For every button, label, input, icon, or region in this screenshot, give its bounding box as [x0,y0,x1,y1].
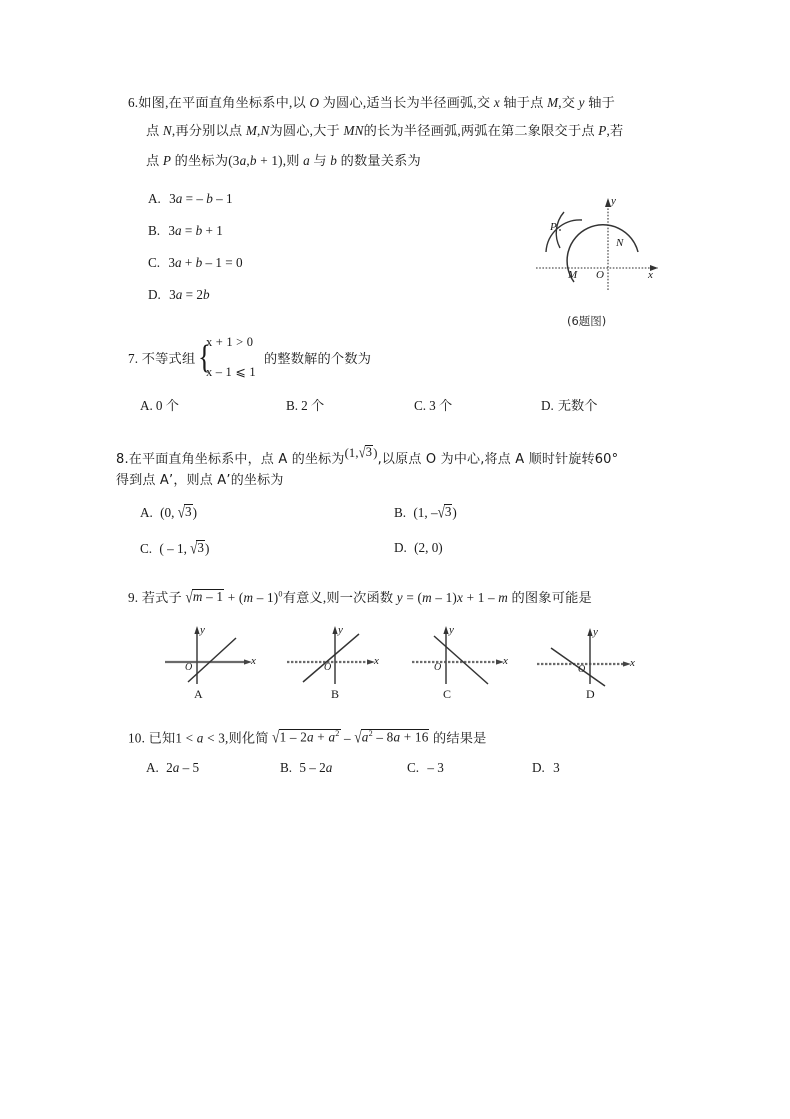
q10-opt-d-text: 3 [553,760,560,775]
q10-opt-c-text: – 3 [427,760,444,775]
graph-d-origin-label: O [578,664,586,675]
q7-opt-b-text: 2 个 [301,398,325,413]
question-8-option-a[interactable]: A. (0, √3) [140,502,197,522]
graph-a-y-label: y [200,624,205,636]
q9-sqrt-m-minus-1: √m – 1 [185,587,224,607]
question-10-option-a[interactable]: A. 2a – 5 [146,760,200,775]
graph-d-option-label: D [586,687,595,701]
graph-d-y-arrow [587,628,592,636]
point-p-marker [559,229,561,231]
q7-opt-d-label: D. [541,398,554,413]
q8-l1-part2: ,以原点 O 为中心,将点 A 顺时针旋转60° [377,452,619,467]
q10-opt-d-label: D. [532,760,545,775]
question-9-graph-a [160,620,270,701]
q8-opt-a-label: A. [140,505,153,520]
q7-opt-a-text: 0 个 [155,398,179,413]
question-9-graph-b [283,620,393,701]
q10-opt-b-label: B. [280,760,293,775]
graph-a-option-label: A [194,687,203,701]
q6-opt-b-label: B. [148,223,161,238]
question-9-graph-d [533,620,648,701]
question-6-stem-line-2: 点 N,再分别以点 M,N为圆心,大于 MN的长为半径画弧,两弧在第二象限交于点 P,若 [146,123,624,138]
question-8-stem-line-2: 得到点 A’，则点 A’的坐标为 [116,473,284,488]
question-8-option-c[interactable]: C. ( – 1, √3) [140,538,210,558]
graph-b-y-label: y [338,624,343,636]
question-6-option-a[interactable]: A. 3a = – b – 1 [148,191,233,206]
question-7-inequality-1: x + 1 > 0 [206,335,254,349]
q7-opt-c-label: C. [414,398,427,413]
q6-construction-svg [530,190,670,302]
graph-a-origin-label: O [185,662,193,673]
question-7-inequality-2: x – 1 ⩽ 1 [206,365,256,379]
q6-l2-part4: 的长为半径画弧,两弧在第二象限交于点 [363,123,595,138]
q6-l2-part3: 为圆心,大于 [269,123,340,138]
q8-opt-c-label: C. [140,541,153,556]
graph-c-line [434,636,488,684]
question-8-option-b[interactable]: B. (1, –√3) [394,502,457,522]
q9-exponent: 0 [278,589,283,599]
question-7-option-b[interactable] [286,399,324,412]
q7-opt-d-text: 无数个 [557,398,598,413]
q6-l3-part1: 点 [146,153,160,168]
q6-l3-part3: + 1),则 [260,153,300,168]
question-10-option-b[interactable]: B. 5 – 2a [280,760,333,775]
q6-point-n-label: N [616,237,624,249]
question-6-stem-line-3: 点 P 的坐标为(3a,b + 1),则 a 与 b 的数量关系为 [146,153,421,168]
q9-stem-part2: + (m – 1)$^0$ [227,589,283,605]
q6-point-m-label: M [568,269,578,281]
question-6-figure [530,190,670,302]
q10-opt-a-label: A. [146,760,159,775]
q8-opt-d-label: D. [394,540,407,555]
q10-opt-c-label: C. [407,760,420,775]
q6-l2-part5: ,若 [606,123,624,138]
q6-x-axis-label: x [648,269,653,281]
q10-stem-part2: 的结果是 [432,730,487,746]
graph-c-y-arrow [443,626,448,634]
question-9-graph-c [408,620,523,701]
graph-d-x-label: x [630,657,635,669]
q6-y-axis-label: y [611,195,616,207]
graph-b-origin-label: O [324,662,332,673]
q8-coordinate-superscript [344,443,378,462]
q6-opt-d-label: D. [148,287,161,302]
q6-l2-part2: ,再分别以点 [171,123,243,138]
graph-b-option-label: B [331,687,340,701]
question-6-option-c[interactable]: C. 3a + b – 1 = 0 [148,255,243,270]
q6-l3-part2: 的坐标为(3 [174,153,240,168]
question-10-stem [128,727,487,747]
q6-l1-part5: 轴于 [588,95,615,110]
question-9-stem [128,587,592,607]
q6-l1-part2: 为圆心,适当长为半径画弧,交 [322,95,491,110]
question-6-figure-caption: (6题图) [567,314,607,328]
question-6-option-d[interactable]: D. 3a = 2b [148,287,210,302]
graph-c-y-label: y [449,624,454,636]
q10-sqrt-1: $√1 - 2a + a^2$ [272,727,340,747]
question-8-stem-line-1 [116,443,619,467]
q10-stem-part1: 10. 已知1 < a < 3,则化简 [128,730,269,746]
graph-b-x-label: x [374,655,379,667]
q6-l1-part4: ,交 [558,95,576,110]
question-7-stem-prefix: 7. 不等式组 [128,351,196,366]
graph-a-line [188,638,236,682]
question-7-system-brace: { [198,339,212,376]
q6-point-p-label: P [550,221,557,233]
q9-function-expr: y = (m – 1)x + 1 – m [396,590,509,605]
question-8-option-d[interactable]: D. (2, 0) [394,540,443,555]
graph-a-y-arrow [194,626,199,634]
q8-opt-b-label: B. [394,505,407,520]
graph-c-x-label: x [503,655,508,667]
q8-coord-close: ) [373,446,378,460]
question-10-option-d[interactable] [532,761,560,774]
q7-opt-b-label: B. [286,398,299,413]
q8-coord-open: (1, [344,446,359,460]
graph-c-origin-label: O [434,662,442,673]
q6-l1-part1: 6.如图,在平面直角坐标系中,以 [128,95,306,110]
q10-sqrt-2: $√a^2 - 8a + 16$ [354,727,429,747]
q6-l3-part4: 与 [313,153,327,168]
q6-opt-a-label: A. [148,191,161,206]
question-7-option-a[interactable] [140,399,179,412]
q9-graph-d-svg [533,620,648,690]
question-7-option-c[interactable] [414,399,452,412]
q6-l1-part3: 轴于点 [503,95,544,110]
q6-l2-part1: 点 [146,123,160,138]
q8-l1-part1: 8.在平面直角坐标系中，点 A 的坐标为 [116,452,345,467]
graph-b-y-arrow [332,626,337,634]
graph-a-x-label: x [251,655,256,667]
question-6-stem-line-1: 6.如图,在平面直角坐标系中,以 O 为圆心,适当长为半径画弧,交 x 轴于点 M,交 y 轴于 [128,95,615,110]
q9-stem-part4: 的图象可能是 [511,590,592,605]
graph-b-line [303,634,359,682]
graph-d-y-label: y [593,626,598,638]
q7-opt-c-text: 3 个 [429,398,453,413]
question-10-option-c[interactable] [407,761,444,774]
graph-c-option-label: C [443,687,452,701]
q6-origin-label: O [596,269,604,281]
question-7-stem-suffix: 的整数解的个数为 [264,351,372,366]
q6-l3-part5: 的数量关系为 [340,153,421,168]
q8-sqrt-3: √3 [358,443,373,462]
q6-opt-c-label: C. [148,255,161,270]
q10-minus-sign: – [344,730,351,746]
question-6-option-b[interactable]: B. 3a = b + 1 [148,223,223,238]
q9-stem-part3: 有意义,则一次函数 [282,590,394,605]
q7-opt-a-label: A. [140,398,153,413]
question-7-option-d[interactable] [541,399,597,412]
q9-stem-part1: 9. 若式子 [128,590,182,605]
